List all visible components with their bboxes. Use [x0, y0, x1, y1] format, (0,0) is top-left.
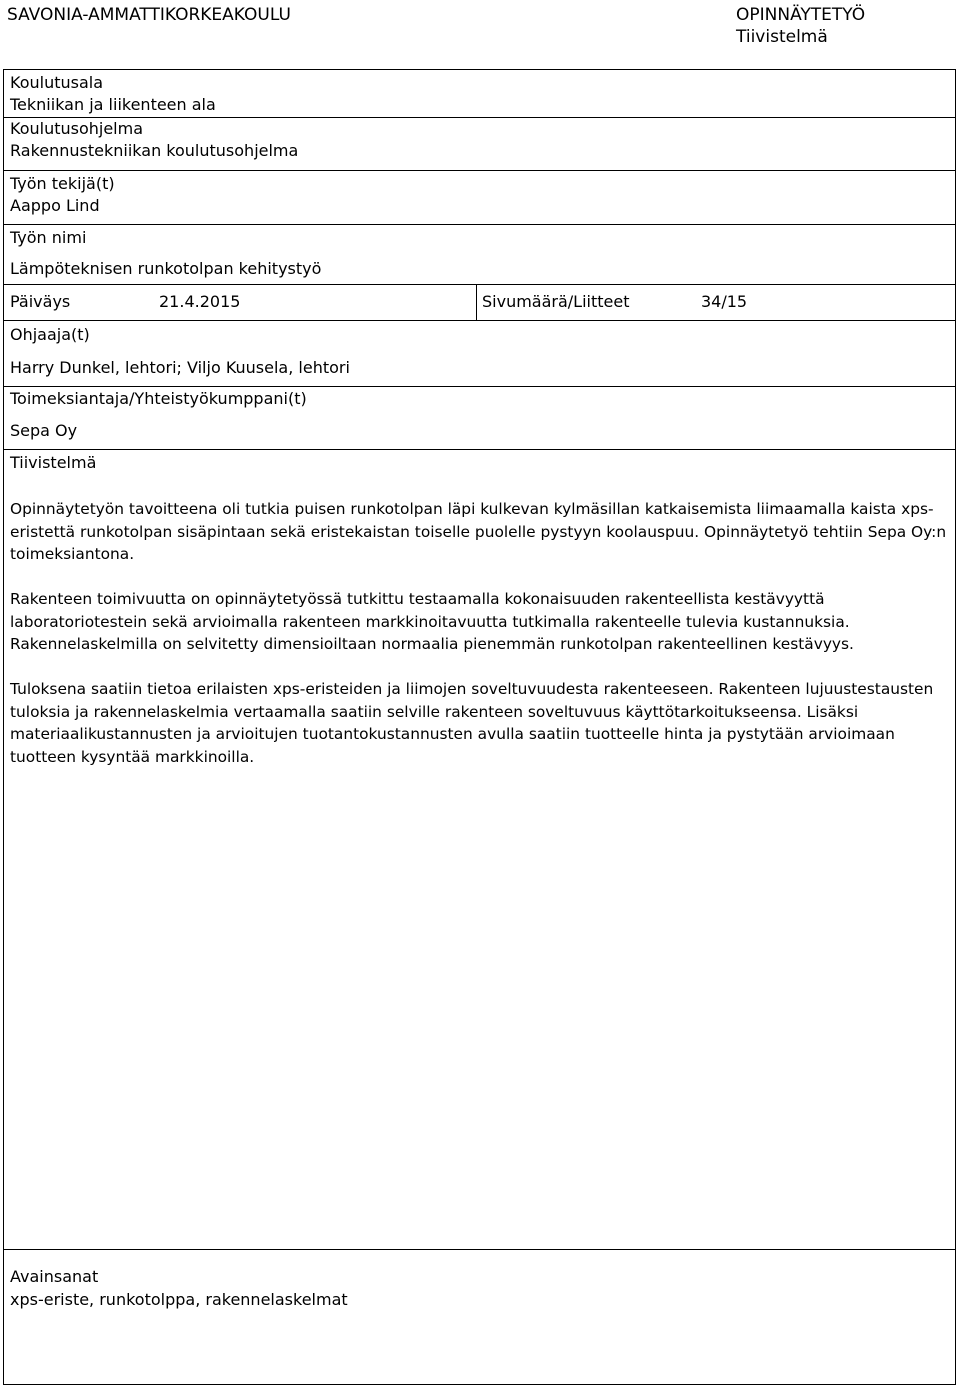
author-label: Työn tekijä(t) — [10, 174, 115, 193]
date-label: Päiväys — [10, 292, 71, 311]
institution-name: SAVONIA-AMMATTIKORKEAKOULU — [7, 5, 291, 25]
keywords-value: xps-eriste, runkotolppa, rakennelaskelmat — [10, 1290, 348, 1309]
author-row — [4, 171, 955, 225]
pages-value: 34/15 — [701, 292, 748, 311]
supervisor-label: Ohjaaja(t) — [10, 325, 90, 344]
date-value: 21.4.2015 — [159, 292, 241, 311]
commissioner-value: Sepa Oy — [10, 421, 78, 440]
supervisor-row — [4, 321, 955, 387]
field-row — [4, 70, 955, 118]
abstract-label: Tiivistelmä — [10, 453, 97, 472]
abstract-paragraph-3: Tuloksena saatiin tietoa erilaisten xps-eristeiden ja liimojen soveltuvuudesta rakenteeseen. Rakenteen lujuustestausten tuloksia ja rakennelaskelmia vertaamalla saatiin selville rakenteen soveltuvuus käyttötarkoitukseensa. Lisäksi materiaalikustannusten ja arvioitujen tuotantokustannusten avulla saatiin tuotteelle hinta ja pystytään arvioimaan tuotteen kysyntää markkinoilla. — [10, 680, 934, 766]
programme-label: Koulutusohjelma — [10, 119, 144, 138]
author-value: Aappo Lind — [10, 196, 100, 215]
date-pages-row — [4, 285, 955, 321]
keywords-box — [3, 1249, 956, 1385]
abstract-paragraph-2: Rakenteen toimivuutta on opinnäytetyössä tutkittu testaamalla kokonaisuuden rakenteellista kestävyyttä laboratoriotestein sekä arvioimalla rakenteen markkinoitavuutta tutkimalla rakenteelle tulevia kustannuksia. Rakennelaskelmilla on selvitetty dimensioiltaan normaalia pienemmän runkotolpan rakenteellinen kestävyys. — [10, 590, 854, 653]
abstract-form — [3, 69, 956, 1250]
document-subtype: Tiivistelmä — [736, 27, 828, 47]
programme-row — [4, 118, 955, 171]
page-header-left — [7, 4, 291, 26]
programme-value: Rakennustekniikan koulutusohjelma — [10, 141, 299, 160]
commissioner-row — [4, 387, 955, 450]
field-label: Koulutusala — [10, 73, 104, 92]
page-header-right — [736, 4, 865, 48]
supervisor-value: Harry Dunkel, lehtori; Viljo Kuusela, lehtori — [10, 358, 350, 377]
abstract-section — [4, 450, 955, 1250]
keywords-label: Avainsanat — [10, 1267, 99, 1286]
pages-label: Sivumäärä/Liitteet — [482, 292, 630, 311]
document-type: OPINNÄYTETYÖ — [736, 5, 866, 25]
abstract-paragraph-1: Opinnäytetyön tavoitteena oli tutkia puisen runkotolpan läpi kulkevan kylmäsillan katkaisemista liimaamalla kaista xps-eristettä runkotolpan sisäpintaan sekä eristekaistan toiselle puolelle pystyyn koolauspuu. Opinnäytetyö tehtiin Sepa Oy:n toimeksiantona. — [10, 500, 947, 563]
field-value: Tekniikan ja liikenteen ala — [10, 95, 216, 114]
title-row — [4, 225, 955, 285]
title-label: Työn nimi — [10, 228, 87, 247]
commissioner-label: Toimeksiantaja/Yhteistyökumppani(t) — [10, 389, 307, 408]
title-value: Lämpöteknisen runkotolpan kehitystyö — [10, 259, 322, 278]
date-pages-divider — [476, 285, 477, 320]
